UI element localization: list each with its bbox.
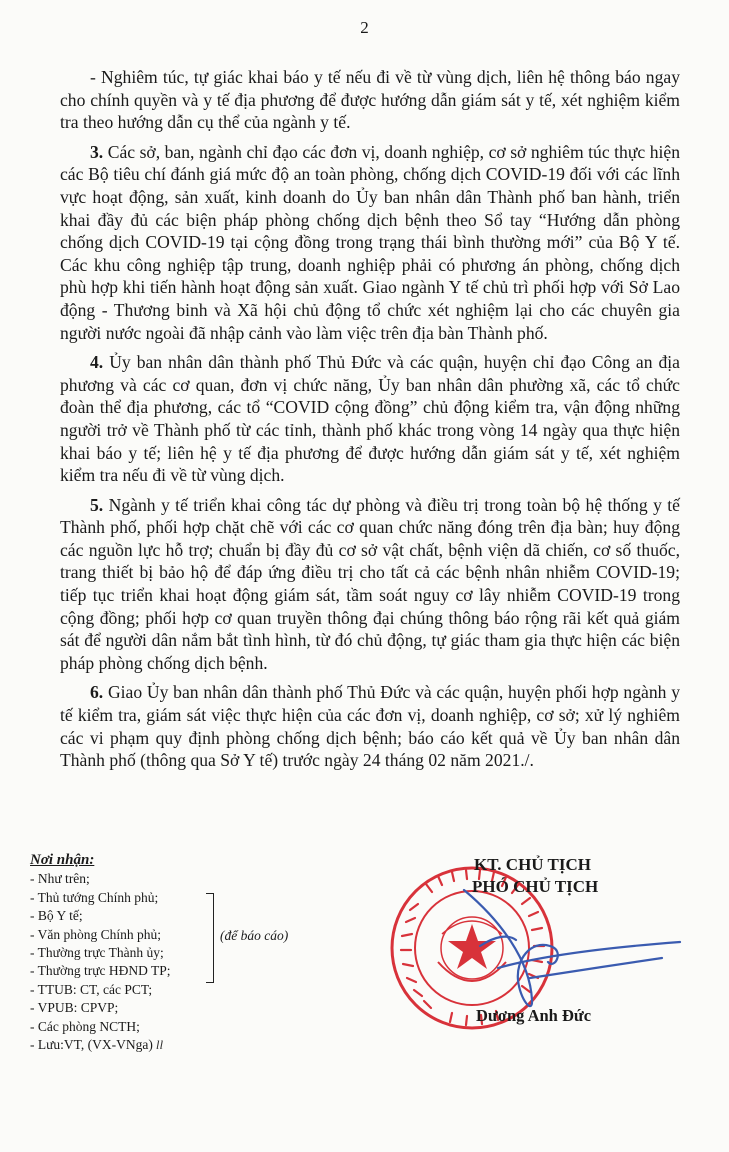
recipient-item: - Như trên;: [30, 871, 90, 887]
paragraph-5: 5. Ngành y tế triển khai công tác dự phòng và điều trị trong toàn bộ hệ thống y tế Thành phố, phối hợp chặt chẽ với các cơ quan chức năng đóng trên địa bàn; huy động các nguồn lực hỗ trợ; chuẩn bị đầy đủ cơ sở vật chất, bệnh viện dã chiến, cơ số thuốc, trang thiết bị bảo hộ để đáp ứng điều trị cho tất cả các bệnh nhân nhiễm COVID-19; tiếp tục triển khai hoạt động giám sát, tầm soát nguy cơ lây nhiễm COVID-19 trong cộng đồng; phối hợp cơ quan truyền thông đại chúng thông báo rộng rãi kết quả giám sát để người dân nắm bắt tình hình, từ đó chủ động, tự giác tham gia thực hiện các biện pháp phòng chống dịch bệnh.: [60, 494, 680, 673]
recipient-item: - Thủ tướng Chính phủ;: [30, 889, 159, 905]
paragraph-4: 4. Ủy ban nhân dân thành phố Thủ Đức và các quận, huyện chỉ đạo Công an địa phương và các cơ quan, đơn vị chức năng, Ủy ban nhân dân phường xã, các tổ chức đoàn thể địa phương, các tổ “COVID cộng đồng” chủ động kiểm tra, vận động những người trở về Thành phố từ các tỉnh, thành phố khác trong vòng 14 ngày qua thực hiện khai báo y tế; liên hệ y tế địa phương để được hướng dẫn giám sát y tế, xét nghiệm kiểm tra nếu đi về từ vùng dịch.: [60, 352, 680, 486]
document-body: [60, 66, 680, 779]
paragraph-6: 6. Giao Ủy ban nhân dân thành phố Thủ Đức và các quận, huyện phối hợp ngành y tế kiểm tra, giám sát việc thực hiện của các đơn vị, doanh nghiệp, cơ sở; xử lý nghiêm các vi phạm quy định phòng chống dịch bệnh; báo cáo kết quả về Ủy ban nhân dân Thành phố (thông qua Sở Y tế) trước ngày 24 tháng 02 năm 2021./.: [60, 682, 680, 771]
signatory-name: Dương Anh Đức: [476, 1006, 592, 1025]
recipient-item: - Thường trực Thành ủy;: [30, 945, 164, 961]
recipient-item: - Lưu:VT, (VX-VNga) ll: [30, 1037, 164, 1053]
recipient-item: - Văn phòng Chính phủ;: [30, 926, 161, 942]
recipient-item: - Các phòng NCTH;: [30, 1018, 140, 1034]
recipient-item: - VPUB: CPVP;: [30, 1000, 119, 1016]
recipient-item: - TTUB: CT, các PCT;: [30, 981, 153, 997]
bracket-note: (để báo cáo): [220, 928, 289, 943]
drafter-initials: ll: [155, 1037, 164, 1053]
recipients-title: Nơi nhận:: [30, 852, 95, 868]
signature-block: [380, 850, 700, 1050]
page-number: 2: [360, 18, 369, 37]
signature-role-line2: PHÓ CHỦ TỊCH: [472, 877, 599, 896]
recipients-block: [30, 851, 360, 1054]
paragraph-3: 3. Các sở, ban, ngành chỉ đạo các đơn vị, doanh nghiệp, cơ sở nghiêm túc thực hiện các Bộ tiêu chí đánh giá mức độ an toàn phòng, chống dịch COVID-19 đối với các lĩnh vực hoạt động, sản xuất, kinh doanh do Ủy ban nhân dân Thành phố ban hành, triển khai đầy đủ các biện pháp phòng chống dịch bệnh theo Sổ tay “Hướng dẫn phòng chống dịch COVID-19 tại cộng đồng trong trạng thái bình thường mới” của Bộ Y tế. Các khu công nghiệp tập trung, doanh nghiệp phải có phương án phòng, chống dịch phù hợp khi tiến hành hoạt động sản xuất. Giao ngành Y tế chủ trì phối hợp với Sở Lao động - Thương binh và Xã hội chủ động tổ chức xét nghiệm lại cho các chuyên gia người nước ngoài đã nhập cảnh vào làm việc trên địa bàn Thành phố.: [60, 141, 680, 343]
signature-role-line1: KT. CHỦ TỊCH: [474, 855, 591, 874]
recipient-item: - Thường trực HĐND TP;: [30, 963, 171, 979]
recipients-bracket: [206, 893, 214, 983]
recipient-item: - Bộ Y tế;: [30, 908, 83, 924]
paragraph-1: - Nghiêm túc, tự giác khai báo y tế nếu đi về từ vùng dịch, liên hệ thông báo ngay cho chính quyền và y tế địa phương để được hướng dẫn giám sát y tế, xét nghiệm kiểm tra theo hướng dẫn cụ thể của ngành y tế.: [60, 67, 680, 133]
